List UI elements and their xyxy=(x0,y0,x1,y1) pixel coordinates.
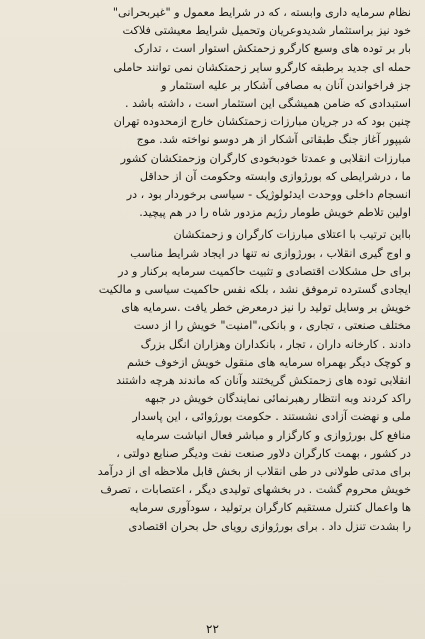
text-line: خویش محروم گشت . در بخشهای تولیدی دیگر ، اعتصابات ، تصرف xyxy=(100,483,411,497)
text-line: جز فراخواندن آنان به مصافی آشکار بر علیه استثمار و xyxy=(161,78,411,92)
body-text xyxy=(12,4,411,536)
text-line: حمله ای جدید برطبقه کارگرو سایر زحمتکشان نمی توانند حاملی xyxy=(113,60,411,74)
text-line: چنین بود که در جریان مبارزات زحمتکشان خارج ازمحدوده تهران xyxy=(113,115,411,129)
text-line: اولین تلاطم خویش طومار رژیم مزدور شاه را در هم پیچید. xyxy=(139,206,411,220)
paragraph xyxy=(12,4,411,222)
text-line: انسجام داخلی ووحدت ایدئولوژیک - سیاسی برخوردار بود ، در xyxy=(126,188,411,202)
text-line: ها واعمال کنترل مستقیم کارگران برتولید ، سودآوری سرمایه xyxy=(129,501,411,515)
text-line: خود نیز براستثمار شدیدوعریان وتحمیل شرایط معیشتی فلاکت xyxy=(122,24,411,38)
text-line: ایجادی گسترده ترموفق نشد ، بلکه نفس حاکمیت سیاسی و مالکیت xyxy=(98,283,411,297)
text-line: نظام سرمایه داری وابسته ، که در شرایط معمول و "غیربحرانی" xyxy=(112,6,411,19)
text-line: منافع کل بورژوازی و کارگزار و مباشر فعال انباشت سرمایه xyxy=(135,428,411,442)
text-line: برای مدتی طولانی در طی انقلاب از بخش قابل ملاحظه ای از درآمد xyxy=(97,465,411,479)
text-line: استبدادی که ضامن همیشگی این استثمار است ، داشته باشد . xyxy=(125,97,411,111)
text-line: و اوج گیری انقلاب ، بورژوازی نه تنها در ایجاد شرایط مناسب xyxy=(130,246,411,260)
text-line: مبارزات انقلابی و عمدتا خودبخودی کارگران وزحمتکشان کشور xyxy=(120,151,411,165)
text-line: انقلابی توده های زحمتکش گریختند وآنان که ماندند هرچه داشتند xyxy=(116,374,411,388)
paragraph xyxy=(12,226,411,535)
text-line: ما ، درشرایطی که بورژوازی وابسته وحکومت آن از حداقل xyxy=(139,169,411,183)
text-line: ملی و نهضت آزادی نشستند . حکومت بورژوائی ، این پاسدار xyxy=(132,410,411,424)
text-line: دادند . کارخانه داران ، تجار ، بانکداران وهزاران انگل بزرگ xyxy=(140,337,411,351)
text-line: در کشور ، بهمت کارگران دلاور صنعت نفت ودیگر صنایع دولتی ، xyxy=(116,446,411,460)
text-line: بار بر توده های وسیع کارگرو زحمتکش استوار است ، تدارک xyxy=(133,42,411,56)
text-line: را بشدت تنزل داد . برای بورژوازی رویای حل بحران اقتصادی xyxy=(128,519,411,533)
text-line: راکد کردند وبه انتظار رهبرنمائی نمایندگان خویش در جبهه xyxy=(144,392,411,406)
text-line: و کوچک دیگر بهمراه سرمایه های منقول خویش ازخوف خشم xyxy=(126,355,411,369)
text-line: شیپور آغاز جنگ طبقاتی آشکار از هر دوسو نواخته شد. موج xyxy=(136,133,411,147)
text-line: مختلف صنعتی ، تجاری ، و بانکی،"امنیت" خویش را از دست xyxy=(133,319,411,333)
text-line: برای حل مشکلات اقتصادی و تثبیت حاکمیت سرمایه برکنار و در xyxy=(118,264,411,278)
text-line: خویش بر وسایل تولید را نیز درمعرض خطر یافت .سرمایه های xyxy=(121,301,411,315)
page-number: ۲۲ xyxy=(206,622,219,636)
text-line: بااین ترتیب با اعتلای مبارزات کارگران و زحمتکشان xyxy=(173,228,411,242)
